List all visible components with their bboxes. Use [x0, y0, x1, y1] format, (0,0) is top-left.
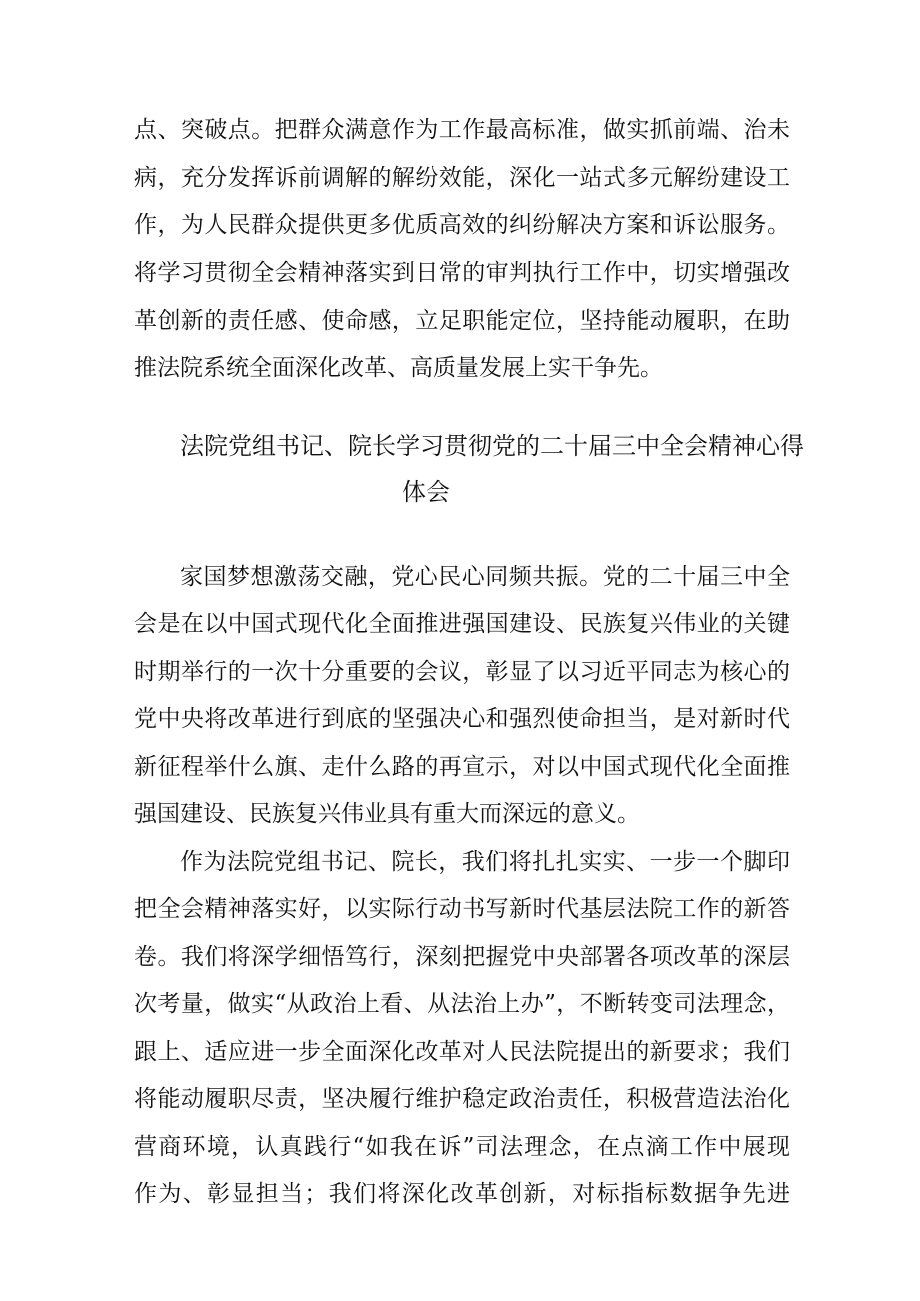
paragraph-line: 将学习贯彻全会精神落实到日常的审判执行工作中，切实增强改 — [134, 260, 790, 286]
paragraph-line: 革创新的责任感、使命感，立足职能定位，坚持能动履职，在助 — [134, 308, 790, 334]
paragraph-line: 新征程举什么旗、走什么路的再宣示，对以中国式现代化全面推 — [134, 754, 790, 780]
paragraph-line: 将能动履职尽责，坚决履行维护稳定政治责任，积极营造法治化 — [134, 1086, 790, 1112]
paragraph-line: 跟上、适应进一步全面深化改革对人民法院提出的新要求；我们 — [134, 1039, 790, 1065]
paragraph-line: 推法院系统全面深化改革、高质量发展上实干争先。 — [134, 355, 663, 381]
paragraph-line: 病，充分发挥诉前调解的解纷效能，深化一站式多元解纷建设工 — [134, 165, 790, 191]
paragraph-line: 党中央将改革进行到底的坚强决心和强烈使命担当，是对新时代 — [134, 706, 790, 732]
paragraph-line: 作为、彰显担当；我们将深化改革创新，对标指标数据争先进 — [134, 1181, 790, 1207]
paragraph-line: 次考量，做实“从政治上看、从法治上办”，不断转变司法理念， — [134, 991, 790, 1017]
paragraph-line: 时期举行的一次十分重要的会议，彰显了以习近平同志为核心的 — [134, 659, 790, 685]
paragraph-line: 作，为人民群众提供更多优质高效的纠纷解决方案和诉讼服务。 — [134, 212, 790, 238]
paragraph-line: 家国梦想激荡交融，党心民心同频共振。党的二十届三中全 — [180, 564, 790, 590]
paragraph-line: 作为法院党组书记、院长，我们将扎扎实实、一步一个脚印 — [180, 849, 790, 875]
paragraph-line: 会是在以中国式现代化全面推进强国建设、民族复兴伟业的关键 — [134, 611, 790, 637]
paragraph-line: 把全会精神落实好，以实际行动书写新时代基层法院工作的新答 — [134, 896, 790, 922]
paragraph-line: 点、突破点。把群众满意作为工作最高标准，做实抓前端、治未 — [134, 117, 790, 143]
title-line: 体会 — [402, 478, 450, 506]
paragraph-line: 营商环境，认真践行“如我在诉”司法理念，在点滴工作中展现 — [134, 1134, 790, 1160]
title-line: 法院党组书记、院长学习贯彻党的二十届三中全会精神心得 — [180, 432, 804, 460]
paragraph-line: 卷。我们将深学细悟笃行，深刻把握党中央部署各项改革的深层 — [134, 944, 790, 970]
paragraph-line: 强国建设、民族复兴伟业具有重大而深远的意义。 — [134, 801, 640, 827]
